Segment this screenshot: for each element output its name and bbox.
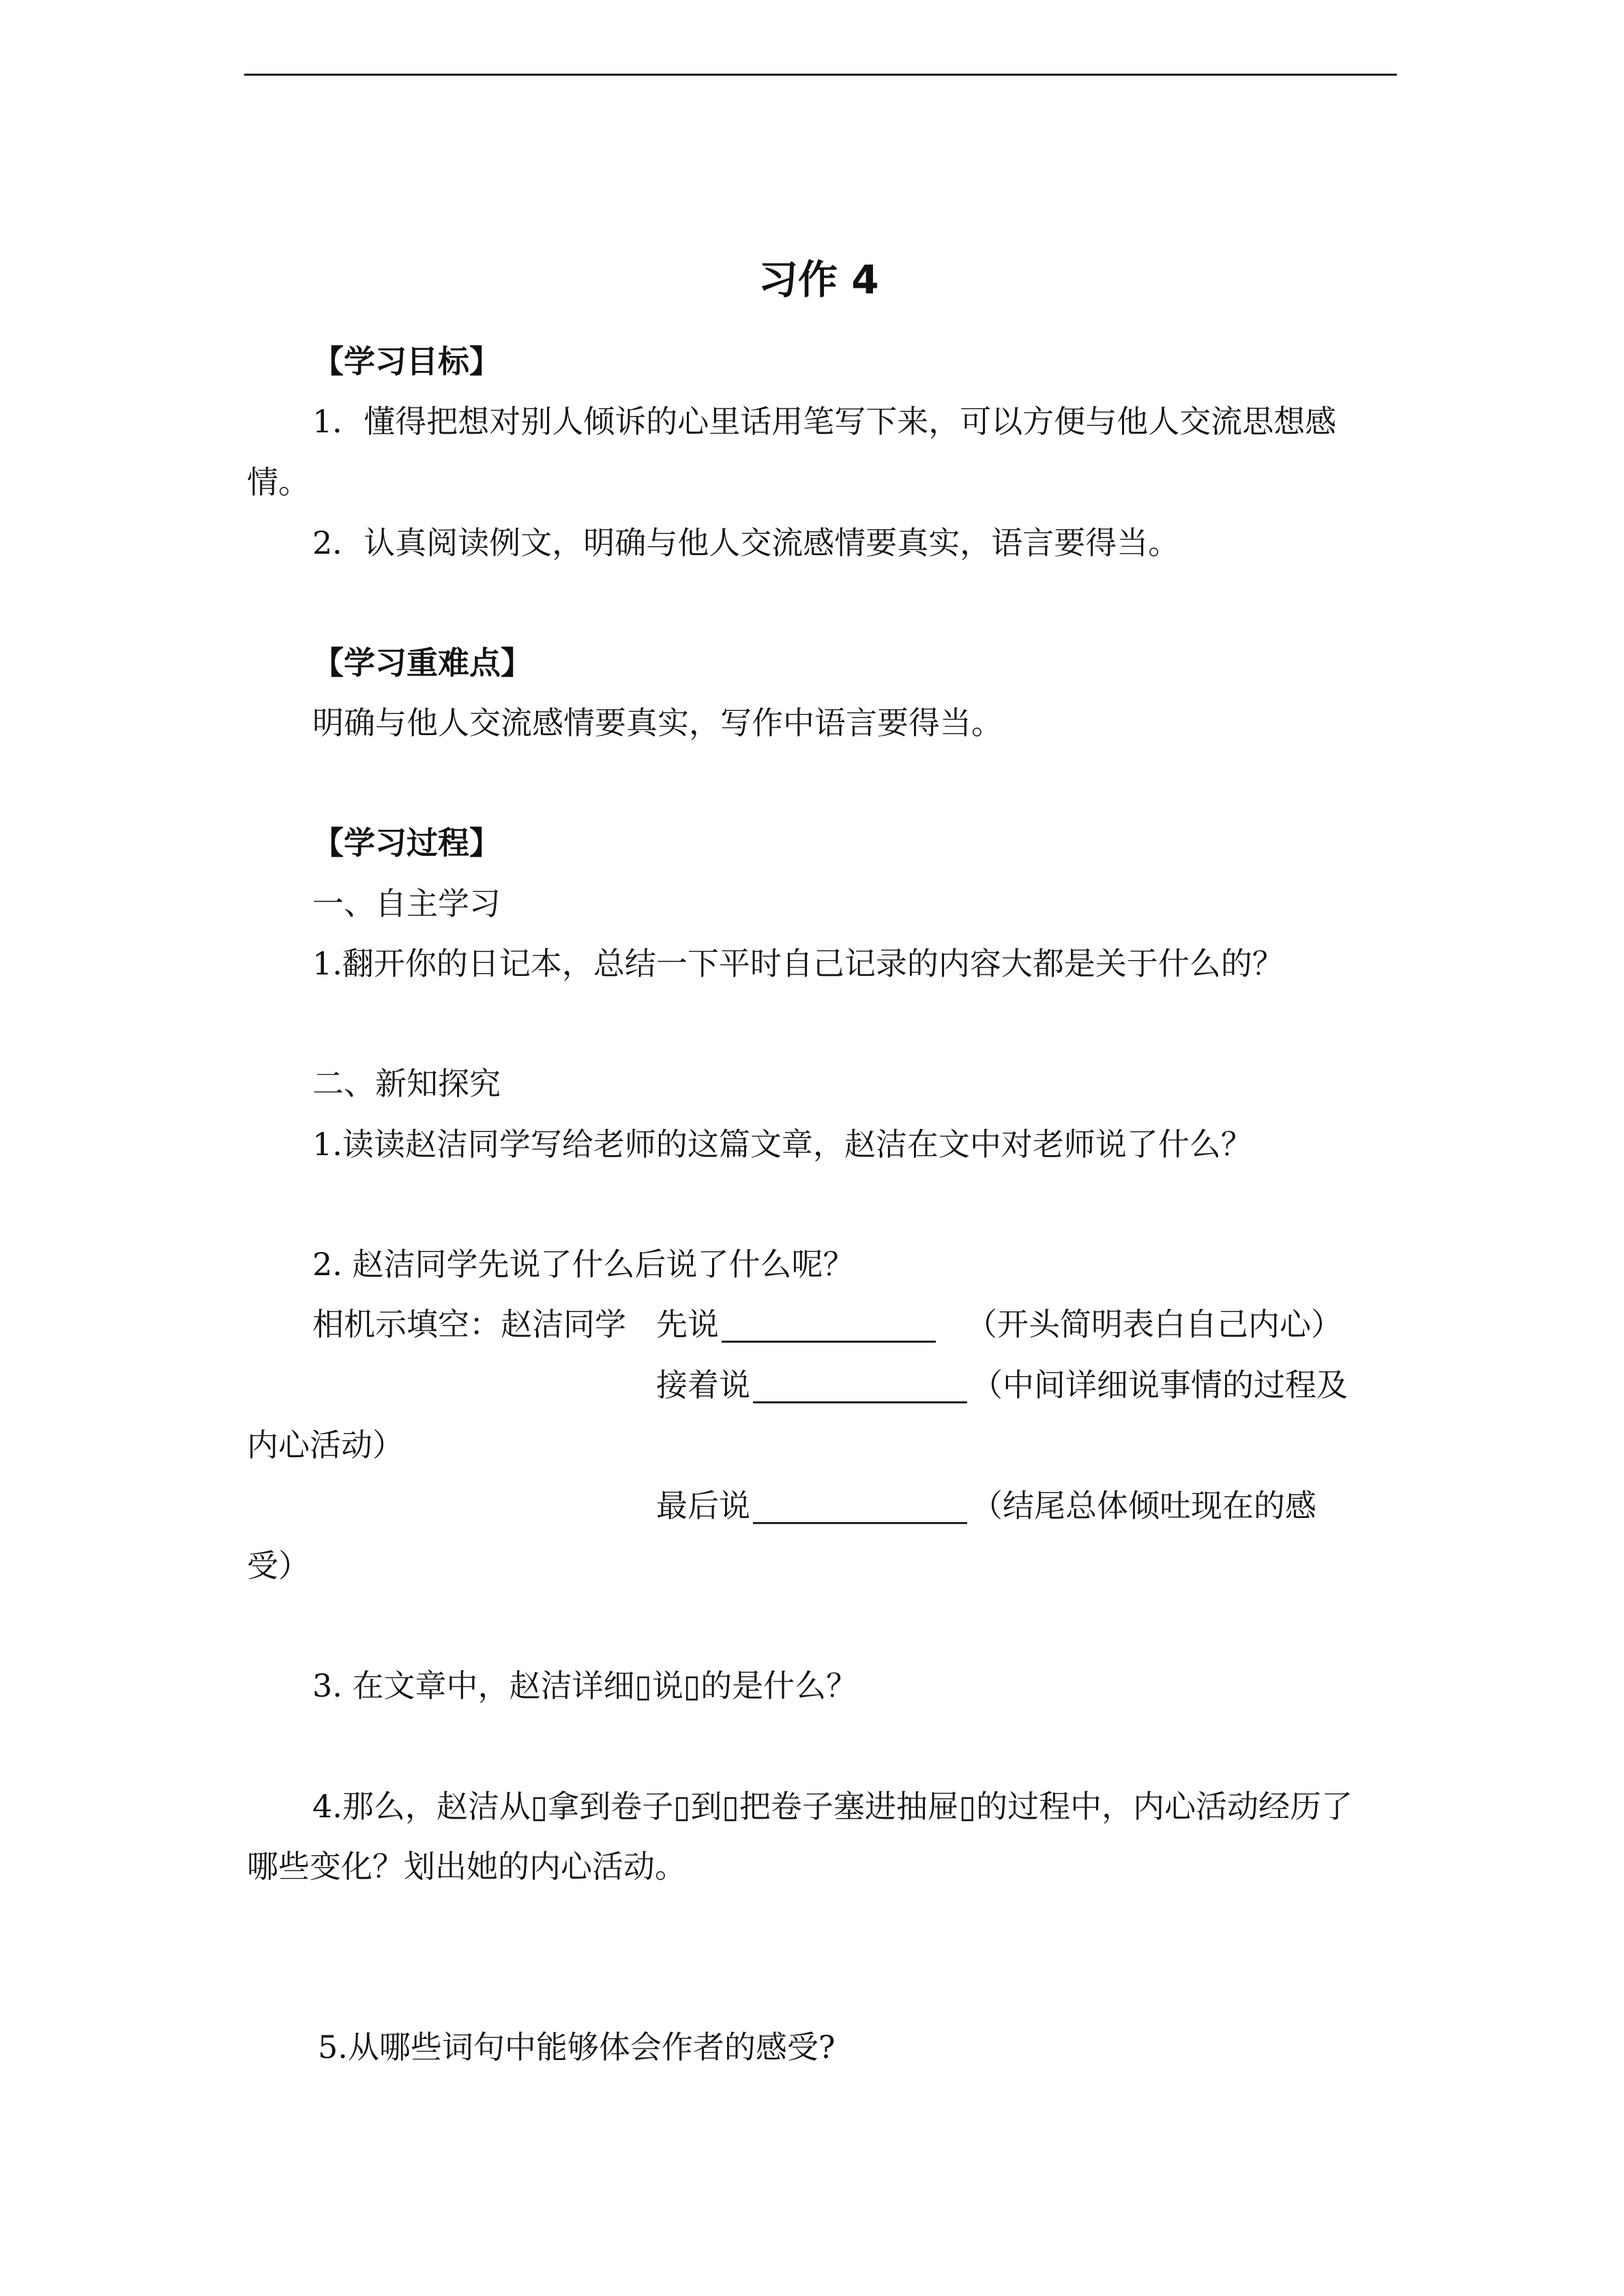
fill-first-label: 先说 bbox=[656, 1306, 719, 1343]
fill-last-label: 最后说 bbox=[656, 1487, 750, 1524]
fill-last-blank[interactable] bbox=[753, 1522, 967, 1524]
fill-first-note: （开头简明表白自己内心） bbox=[966, 1306, 1342, 1343]
process-heading: 【学习过程】 bbox=[312, 824, 501, 861]
fill-then-label: 接着说 bbox=[656, 1367, 750, 1403]
fill-then-blank[interactable] bbox=[753, 1401, 967, 1403]
keypoints-text: 明确与他人交流感情要真实，写作中语言要得当。 bbox=[312, 704, 1003, 741]
goals-heading: 【学习目标】 bbox=[312, 343, 501, 380]
fill-last-note-cont: 受） bbox=[247, 1547, 310, 1584]
fill-then-note-cont: 内心活动） bbox=[247, 1427, 404, 1463]
part2-question-1: 1.读读赵洁同学写给老师的这篇文章，赵洁在文中对老师说了什么？ bbox=[312, 1126, 1252, 1163]
part1-heading: 一、自主学习 bbox=[312, 885, 501, 922]
fill-then-note: （中间详细说事情的过程及 bbox=[971, 1367, 1348, 1403]
goal-item-2: 2．认真阅读例文，明确与他人交流感情要真实，语言要得当。 bbox=[312, 524, 1180, 561]
goal-item-1-continued: 情。 bbox=[247, 464, 310, 501]
part2-question-5: 5.从哪些词句中能够体会作者的感受? bbox=[318, 2029, 836, 2066]
part2-question-3: 3. 在文章中，赵洁详细▯说▯的是什么？ bbox=[312, 1667, 858, 1704]
fill-last-note: （结尾总体倾吐现在的感 bbox=[971, 1487, 1316, 1524]
part2-question-4-continued: 哪些变化？划出她的内心活动。 bbox=[247, 1848, 686, 1885]
fill-prefix: 相机示填空：赵洁同学 bbox=[312, 1306, 626, 1343]
part2-question-2: 2. 赵洁同学先说了什么后说了什么呢？ bbox=[312, 1246, 855, 1283]
goal-item-1: 1．懂得把想对别人倾诉的心里话用笔写下来，可以方便与他人交流思想感 bbox=[312, 403, 1337, 440]
part2-heading: 二、新知探究 bbox=[312, 1065, 501, 1102]
part1-question-1: 1.翻开你的日记本，总结一下平时自己记录的内容大都是关于什么的？ bbox=[312, 945, 1284, 982]
header-rule bbox=[244, 74, 1397, 76]
page-title: 习作 4 bbox=[758, 256, 879, 303]
part2-question-4: 4.那么，赵洁从▯拿到卷子▯到▯把卷子塞进抽屉▯的过程中，内心活动经历了 bbox=[312, 1788, 1353, 1825]
keypoints-heading: 【学习重难点】 bbox=[312, 644, 532, 681]
fill-first-blank[interactable] bbox=[722, 1341, 936, 1343]
